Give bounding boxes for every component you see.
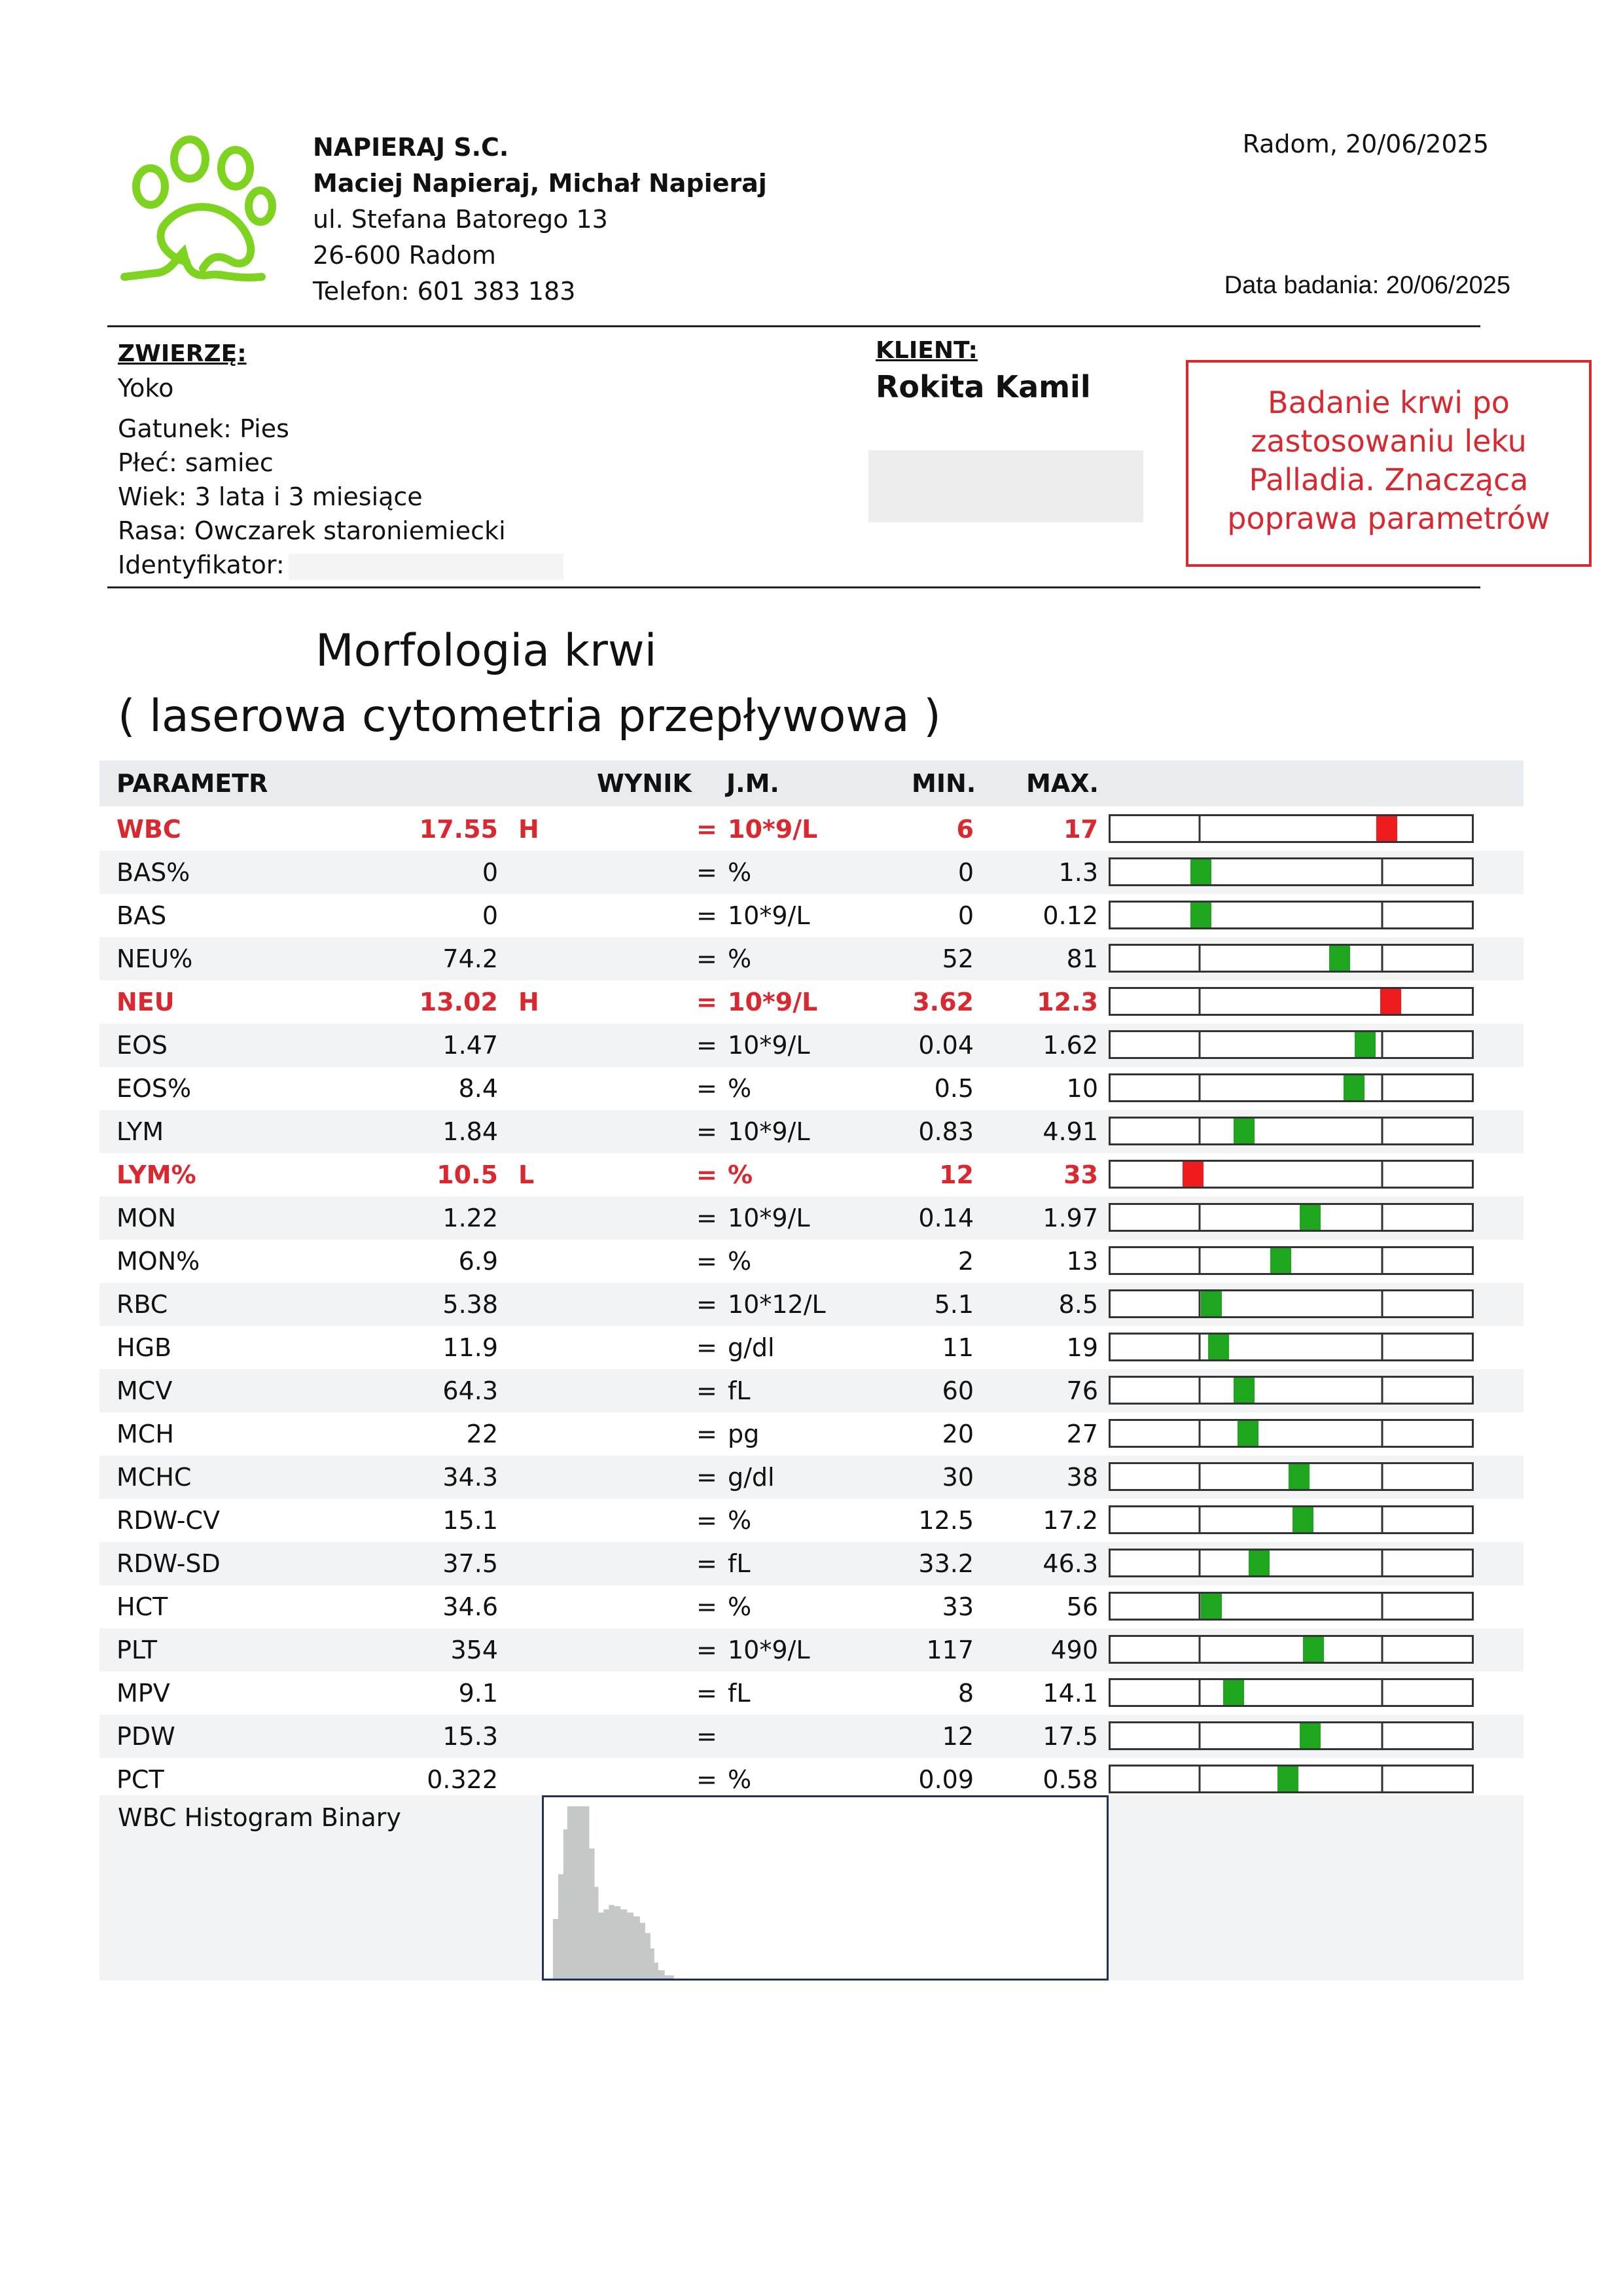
equals-sign: =: [696, 1765, 717, 1794]
animal-id-redacted: [289, 554, 563, 580]
min-value: 12: [939, 1160, 974, 1189]
range-bar: [1109, 1030, 1474, 1059]
result-value: 1.22: [442, 1204, 498, 1232]
flag: H: [518, 815, 539, 844]
max-value: 38: [1066, 1463, 1098, 1492]
unit: %: [728, 858, 752, 887]
unit: %: [728, 1160, 753, 1189]
clinic-owners: Maciej Napieraj, Michał Napieraj: [313, 169, 767, 198]
unit: 10*9/L: [728, 901, 810, 930]
result-value: 34.6: [442, 1592, 498, 1621]
animal-heading: ZWIERZĘ:: [118, 340, 247, 367]
range-bar: [1109, 1073, 1474, 1102]
equals-sign: =: [696, 1463, 717, 1492]
max-value: 13: [1066, 1247, 1098, 1276]
param-name: HGB: [116, 1333, 172, 1362]
histogram-shape: [553, 1806, 674, 1979]
table-row: [99, 1110, 1524, 1153]
equals-sign: =: [696, 1420, 717, 1448]
param-name: HCT: [116, 1592, 168, 1621]
unit: 10*9/L: [728, 988, 818, 1016]
max-value: 1.3: [1058, 858, 1098, 887]
treatment-note: Badanie krwi po zastosowaniu leku Palladia. Znacząca poprawa parametrów: [1186, 360, 1592, 567]
header-unit: J.M.: [726, 769, 779, 798]
range-bar-frame: [1110, 1118, 1473, 1145]
range-bar-frame: [1110, 1636, 1473, 1663]
result-value: 0.322: [427, 1765, 498, 1794]
min-value: 2: [957, 1247, 974, 1276]
param-name: MCV: [116, 1376, 173, 1405]
max-value: 19: [1066, 1333, 1098, 1362]
range-bar: [1109, 1117, 1474, 1145]
max-value: 12.3: [1037, 988, 1098, 1016]
header-max: MAX.: [1026, 769, 1099, 798]
result-marker: [1380, 989, 1401, 1014]
equals-sign: =: [696, 1204, 717, 1232]
result-marker: [1190, 859, 1211, 884]
equals-sign: =: [696, 1031, 717, 1060]
param-name: BAS%: [116, 858, 190, 887]
result-marker: [1300, 1205, 1321, 1230]
result-value: 354: [450, 1636, 498, 1664]
animal-breed: Rasa: Owczarek staroniemiecki: [118, 516, 506, 545]
range-bar-frame: [1110, 859, 1473, 886]
max-value: 1.97: [1043, 1204, 1098, 1232]
range-bar-frame: [1110, 1679, 1473, 1706]
range-bar: [1109, 1160, 1474, 1189]
animal-sex: Płeć: samiec: [118, 448, 274, 477]
result-marker: [1355, 1032, 1376, 1057]
equals-sign: =: [696, 1679, 717, 1708]
min-value: 11: [942, 1333, 974, 1362]
range-bar-frame: [1110, 816, 1473, 842]
param-name: MON%: [116, 1247, 200, 1276]
range-bar-frame: [1110, 1377, 1473, 1404]
param-name: NEU%: [116, 944, 193, 973]
result-marker: [1289, 1464, 1310, 1489]
result-marker: [1234, 1378, 1255, 1403]
result-value: 5.38: [442, 1290, 498, 1319]
min-value: 33: [942, 1592, 974, 1621]
equals-sign: =: [696, 1722, 717, 1751]
param-name: EOS%: [116, 1074, 192, 1103]
max-value: 0.12: [1043, 901, 1098, 930]
min-value: 20: [942, 1420, 974, 1448]
param-name: PCT: [116, 1765, 164, 1794]
result-value: 11.9: [442, 1333, 498, 1362]
min-value: 30: [942, 1463, 974, 1492]
min-value: 0: [957, 901, 974, 930]
range-bar: [1109, 1333, 1474, 1361]
range-bar-frame: [1110, 988, 1473, 1015]
equals-sign: =: [696, 1333, 717, 1362]
max-value: 14.1: [1043, 1679, 1098, 1708]
result-marker: [1344, 1075, 1364, 1100]
result-marker: [1329, 946, 1350, 971]
table-row: [99, 1326, 1524, 1369]
table-row: [99, 1153, 1524, 1196]
max-value: 46.3: [1043, 1549, 1098, 1578]
min-value: 52: [942, 944, 974, 973]
clinic-info: [313, 130, 767, 310]
unit: fL: [728, 1376, 751, 1405]
unit: %: [728, 1506, 752, 1535]
equals-sign: =: [696, 1592, 717, 1621]
unit: %: [728, 1592, 752, 1621]
range-bar-frame: [1110, 902, 1473, 929]
range-bar: [1109, 1203, 1474, 1232]
param-name: RBC: [116, 1290, 168, 1319]
range-bar-frame: [1110, 1031, 1473, 1058]
animal-id-label: Identyfikator:: [118, 550, 285, 579]
range-bar-frame: [1110, 1334, 1473, 1361]
result-value: 22: [466, 1420, 498, 1448]
table-row: [99, 851, 1524, 894]
range-bar: [1109, 1376, 1474, 1405]
header-min: MIN.: [912, 769, 976, 798]
table-row: [99, 1283, 1524, 1326]
min-value: 0.5: [934, 1074, 974, 1103]
range-bar: [1109, 1592, 1474, 1621]
result-value: 10.5: [437, 1160, 498, 1189]
equals-sign: =: [696, 1247, 717, 1276]
flag: H: [518, 988, 539, 1016]
clinic-city: 26-600 Radom: [313, 241, 496, 270]
result-value: 1.47: [442, 1031, 498, 1060]
unit: 10*9/L: [728, 1204, 810, 1232]
unit: g/dl: [728, 1463, 775, 1492]
result-marker: [1270, 1248, 1291, 1273]
result-marker: [1238, 1421, 1258, 1446]
equals-sign: =: [696, 944, 717, 973]
equals-sign: =: [696, 1290, 717, 1319]
max-value: 56: [1066, 1592, 1098, 1621]
equals-sign: =: [696, 1636, 717, 1664]
table-row: [99, 1715, 1524, 1758]
equals-sign: =: [696, 1376, 717, 1405]
table-row: [99, 1456, 1524, 1499]
header-param: PARAMETR: [116, 769, 268, 798]
range-bar-frame: [1110, 1161, 1473, 1188]
range-bar: [1109, 1419, 1474, 1448]
animal-info: [118, 337, 563, 582]
result-value: 1.84: [442, 1117, 498, 1146]
report-subtitle: ( laserowa cytometria przepływowa ): [118, 691, 941, 742]
header-divider: [107, 325, 1480, 327]
range-bar: [1109, 901, 1474, 929]
unit: 10*9/L: [728, 1117, 810, 1146]
unit: 10*9/L: [728, 815, 818, 844]
result-marker: [1300, 1723, 1321, 1748]
place-date: Radom, 20/06/2025: [1242, 130, 1489, 158]
equals-sign: =: [696, 815, 717, 844]
unit: fL: [728, 1679, 751, 1708]
result-marker: [1190, 903, 1211, 927]
param-name: RDW-CV: [116, 1506, 220, 1535]
param-name: LYM: [116, 1117, 164, 1146]
range-bar-frame: [1110, 1550, 1473, 1577]
report-title: Morfologia krwi: [315, 625, 657, 677]
range-bar: [1109, 1289, 1474, 1318]
max-value: 1.62: [1043, 1031, 1098, 1060]
range-bar-frame: [1110, 1291, 1473, 1318]
unit: 10*9/L: [728, 1031, 810, 1060]
unit: 10*9/L: [728, 1636, 810, 1664]
table-row: [99, 1542, 1524, 1585]
param-name: WBC: [116, 815, 181, 844]
param-name: NEU: [116, 988, 175, 1016]
min-value: 60: [942, 1376, 974, 1405]
equals-sign: =: [696, 1549, 717, 1578]
min-value: 12: [942, 1722, 974, 1751]
param-name: PLT: [116, 1636, 158, 1664]
result-value: 34.3: [442, 1463, 498, 1492]
range-bar: [1109, 1765, 1474, 1793]
equals-sign: =: [696, 901, 717, 930]
equals-sign: =: [696, 1074, 717, 1103]
client-name: Rokita Kamil: [876, 369, 1091, 404]
unit: %: [728, 944, 752, 973]
max-value: 27: [1066, 1420, 1098, 1448]
animal-age: Wiek: 3 lata i 3 miesiące: [118, 482, 423, 511]
max-value: 10: [1066, 1074, 1098, 1103]
min-value: 8: [957, 1679, 974, 1708]
range-bar-frame: [1110, 945, 1473, 972]
max-value: 81: [1066, 944, 1098, 973]
range-bar-frame: [1110, 1723, 1473, 1749]
result-value: 0: [482, 858, 498, 887]
unit: g/dl: [728, 1333, 775, 1362]
table-row: [99, 1024, 1524, 1067]
min-value: 0: [957, 858, 974, 887]
result-marker: [1234, 1119, 1255, 1143]
table-row: [99, 1672, 1524, 1715]
param-name: LYM%: [116, 1160, 196, 1189]
min-value: 12.5: [918, 1506, 974, 1535]
param-name: RDW-SD: [116, 1549, 221, 1578]
unit: pg: [728, 1420, 760, 1448]
min-value: 5.1: [934, 1290, 974, 1319]
wbc-histogram: [542, 1795, 1109, 1981]
range-bar: [1109, 1246, 1474, 1275]
max-value: 17: [1063, 815, 1098, 844]
flag: L: [518, 1160, 535, 1189]
min-value: 0.14: [918, 1204, 974, 1232]
result-marker: [1208, 1335, 1229, 1359]
result-value: 15.1: [442, 1506, 498, 1535]
range-bar-frame: [1110, 1204, 1473, 1231]
result-value: 9.1: [458, 1679, 498, 1708]
result-marker: [1293, 1507, 1313, 1532]
min-value: 0.09: [918, 1765, 974, 1794]
range-bar: [1109, 857, 1474, 886]
patient-divider: [107, 586, 1480, 588]
range-bar: [1109, 1721, 1474, 1750]
equals-sign: =: [696, 988, 717, 1016]
clinic-logo: [111, 128, 281, 291]
range-bar: [1109, 1678, 1474, 1707]
result-value: 15.3: [442, 1722, 498, 1751]
param-name: MPV: [116, 1679, 170, 1708]
param-name: MCHC: [116, 1463, 192, 1492]
unit: fL: [728, 1549, 751, 1578]
client-redacted-box: [868, 450, 1143, 522]
max-value: 8.5: [1058, 1290, 1098, 1319]
max-value: 17.2: [1043, 1506, 1098, 1535]
result-value: 74.2: [442, 944, 498, 973]
max-value: 17.5: [1043, 1722, 1098, 1751]
equals-sign: =: [696, 858, 717, 887]
range-bar: [1109, 1635, 1474, 1664]
table-row: [99, 937, 1524, 980]
client-info: [876, 337, 1091, 404]
max-value: 33: [1063, 1160, 1098, 1189]
range-bar: [1109, 1505, 1474, 1534]
result-marker: [1223, 1680, 1244, 1705]
result-value: 64.3: [442, 1376, 498, 1405]
animal-name: Yoko: [118, 374, 174, 403]
clinic-street: ul. Stefana Batorego 13: [313, 205, 608, 234]
equals-sign: =: [696, 1117, 717, 1146]
range-bar: [1109, 944, 1474, 973]
histogram-label: WBC Histogram Binary: [118, 1803, 401, 1832]
min-value: 33.2: [918, 1549, 974, 1578]
range-bar: [1109, 1462, 1474, 1491]
min-value: 0.04: [918, 1031, 974, 1060]
unit: %: [728, 1074, 752, 1103]
range-bar-frame: [1110, 1075, 1473, 1102]
exam-date: Data badania: 20/06/2025: [1224, 272, 1510, 299]
unit: %: [728, 1247, 752, 1276]
param-name: MON: [116, 1204, 177, 1232]
min-value: 3.62: [912, 988, 974, 1016]
unit: 10*12/L: [728, 1290, 826, 1319]
param-name: BAS: [116, 901, 167, 930]
result-marker: [1277, 1767, 1298, 1791]
animal-species: Gatunek: Pies: [118, 414, 289, 443]
result-marker: [1183, 1162, 1204, 1187]
max-value: 4.91: [1043, 1117, 1098, 1146]
param-name: MCH: [116, 1420, 174, 1448]
table-row: [99, 1628, 1524, 1672]
client-heading: KLIENT:: [876, 337, 978, 364]
table-row: [99, 808, 1524, 851]
table-row: [99, 1196, 1524, 1240]
result-marker: [1201, 1594, 1222, 1619]
table-row: [99, 980, 1524, 1024]
range-bar-frame: [1110, 1420, 1473, 1447]
range-bar-frame: [1110, 1507, 1473, 1534]
range-bar: [1109, 814, 1474, 843]
table-row: [99, 1240, 1524, 1283]
table-row: [99, 1499, 1524, 1542]
range-bar: [1109, 1549, 1474, 1577]
range-bar-frame: [1110, 1593, 1473, 1620]
table-row: [99, 894, 1524, 937]
table-row: [99, 1412, 1524, 1456]
param-name: PDW: [116, 1722, 175, 1751]
header-result: WYNIK: [597, 769, 692, 798]
result-value: 8.4: [458, 1074, 498, 1103]
equals-sign: =: [696, 1160, 717, 1189]
table-row: [99, 1585, 1524, 1628]
result-marker: [1303, 1637, 1324, 1662]
max-value: 0.58: [1043, 1765, 1098, 1794]
unit: %: [728, 1765, 752, 1794]
max-value: 490: [1050, 1636, 1098, 1664]
min-value: 0.83: [918, 1117, 974, 1146]
clinic-name: NAPIERAJ S.C.: [313, 133, 509, 162]
max-value: 76: [1066, 1376, 1098, 1405]
result-value: 17.55: [419, 815, 498, 844]
result-value: 6.9: [458, 1247, 498, 1276]
result-value: 13.02: [419, 988, 498, 1016]
min-value: 117: [926, 1636, 974, 1664]
clinic-phone: Telefon: 601 383 183: [313, 277, 576, 306]
result-marker: [1201, 1291, 1222, 1316]
min-value: 6: [956, 815, 974, 844]
result-value: 0: [482, 901, 498, 930]
table-row: [99, 1369, 1524, 1412]
param-name: EOS: [116, 1031, 168, 1060]
equals-sign: =: [696, 1506, 717, 1535]
range-bar: [1109, 987, 1474, 1016]
result-marker: [1376, 816, 1397, 841]
table-header: [99, 761, 1524, 806]
result-value: 37.5: [442, 1549, 498, 1578]
result-marker: [1249, 1551, 1270, 1575]
table-row: [99, 1067, 1524, 1110]
